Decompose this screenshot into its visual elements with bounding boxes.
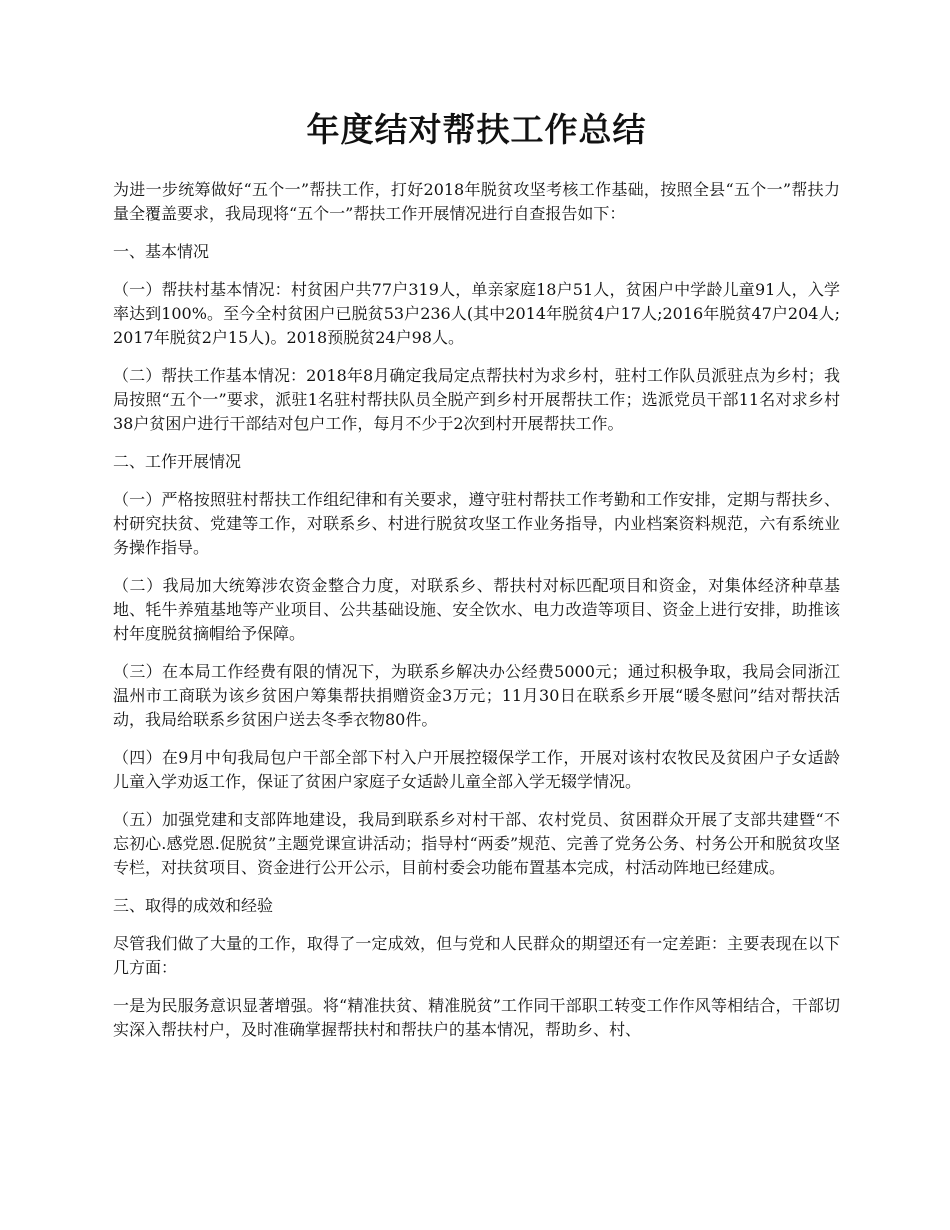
paragraph-work-item-2: （二）我局加大统筹涉农资金整合力度，对联系乡、帮扶村对标匹配项目和资金，对集体经济种草基地、牦牛养殖基地等产业项目、公共基础设施、安全饮水、电力改造等项目、资金上进行安排，助推该村年度脱贫摘帽给予保障。 xyxy=(113,576,840,643)
paragraph-work-item-3: （三）在本局工作经费有限的情况下，为联系乡解决办公经费5000元；通过积极争取，我局会同浙江温州市工商联为该乡贫困户筹集帮扶捐赠资金3万元；11月30日在联系乡开展“暖冬慰问”结对帮扶活动，我局给联系乡贫困户送去冬季衣物80件。 xyxy=(113,662,840,729)
document-page xyxy=(113,108,840,1056)
paragraph-results-point-1: 一是为民服务意识显著增强。将“精准扶贫、精准脱贫”工作同干部职工转变工作作风等相结合，干部切实深入帮扶村户，及时准确掌握帮扶村和帮扶户的基本情况，帮助乡、村、 xyxy=(113,996,840,1039)
section-heading-basic-situation: 一、基本情况 xyxy=(113,242,210,261)
paragraph-work-item-1: （一）严格按照驻村帮扶工作组纪律和有关要求，遵守驻村帮扶工作考勤和工作安排，定期与帮扶乡、村研究扶贫、党建等工作，对联系乡、村进行脱贫攻坚工作业务指导，内业档案资料规范，六有系统业务操作指导。 xyxy=(113,490,840,557)
paragraph-assistance-situation: （二）帮扶工作基本情况：2018年8月确定我局定点帮扶村为求乡村，驻村工作队员派驻点为乡村；我局按照“五个一”要求，派驻1名驻村帮扶队员全脱产到乡村开展帮扶工作；选派党员干部11名对求乡村38户贫困户进行干部结对包户工作，每月不少于2次到村开展帮扶工作。 xyxy=(113,366,840,433)
paragraph-results-intro: 尽管我们做了大量的工作，取得了一定成效，但与党和人民群众的期望还有一定差距：主要表现在以下几方面： xyxy=(113,934,840,977)
section-heading-results: 三、取得的成效和经验 xyxy=(113,896,274,915)
paragraph-village-situation: （一）帮扶村基本情况：村贫困户共77户319人，单亲家庭18户51人，贫困户中学龄儿童91人，入学率达到100%。至今全村贫困户已脱贫53户236人(其中2014年脱贫4户17人;2016年脱贫47户204人;2017年脱贫2户15人)。2018预脱贫24户98人。 xyxy=(113,280,840,347)
intro-paragraph: 为进一步统筹做好“五个一”帮扶工作，打好2018年脱贫攻坚考核工作基础，按照全县“五个一”帮扶力量全覆盖要求，我局现将“五个一”帮扶工作开展情况进行自查报告如下： xyxy=(113,180,840,223)
paragraph-work-item-5: （五）加强党建和支部阵地建设，我局到联系乡对村干部、农村党员、贫困群众开展了支部共建暨“不忘初心.感党恩.促脱贫”主题党课宣讲活动；指导村“两委”规范、完善了党务公务、村务公开和脱贫攻坚专栏，对扶贫项目、资金进行公开公示，目前村委会功能布置基本完成，村活动阵地已经建成。 xyxy=(113,810,840,877)
section-heading-work-progress: 二、工作开展情况 xyxy=(113,452,242,471)
document-title: 年度结对帮扶工作总结 xyxy=(306,110,647,149)
paragraph-work-item-4: （四）在9月中旬我局包户干部全部下村入户开展控辍保学工作，开展对该村农牧民及贫困户子女适龄儿童入学劝返工作，保证了贫困户家庭子女适龄儿童全部入学无辍学情况。 xyxy=(113,748,840,791)
